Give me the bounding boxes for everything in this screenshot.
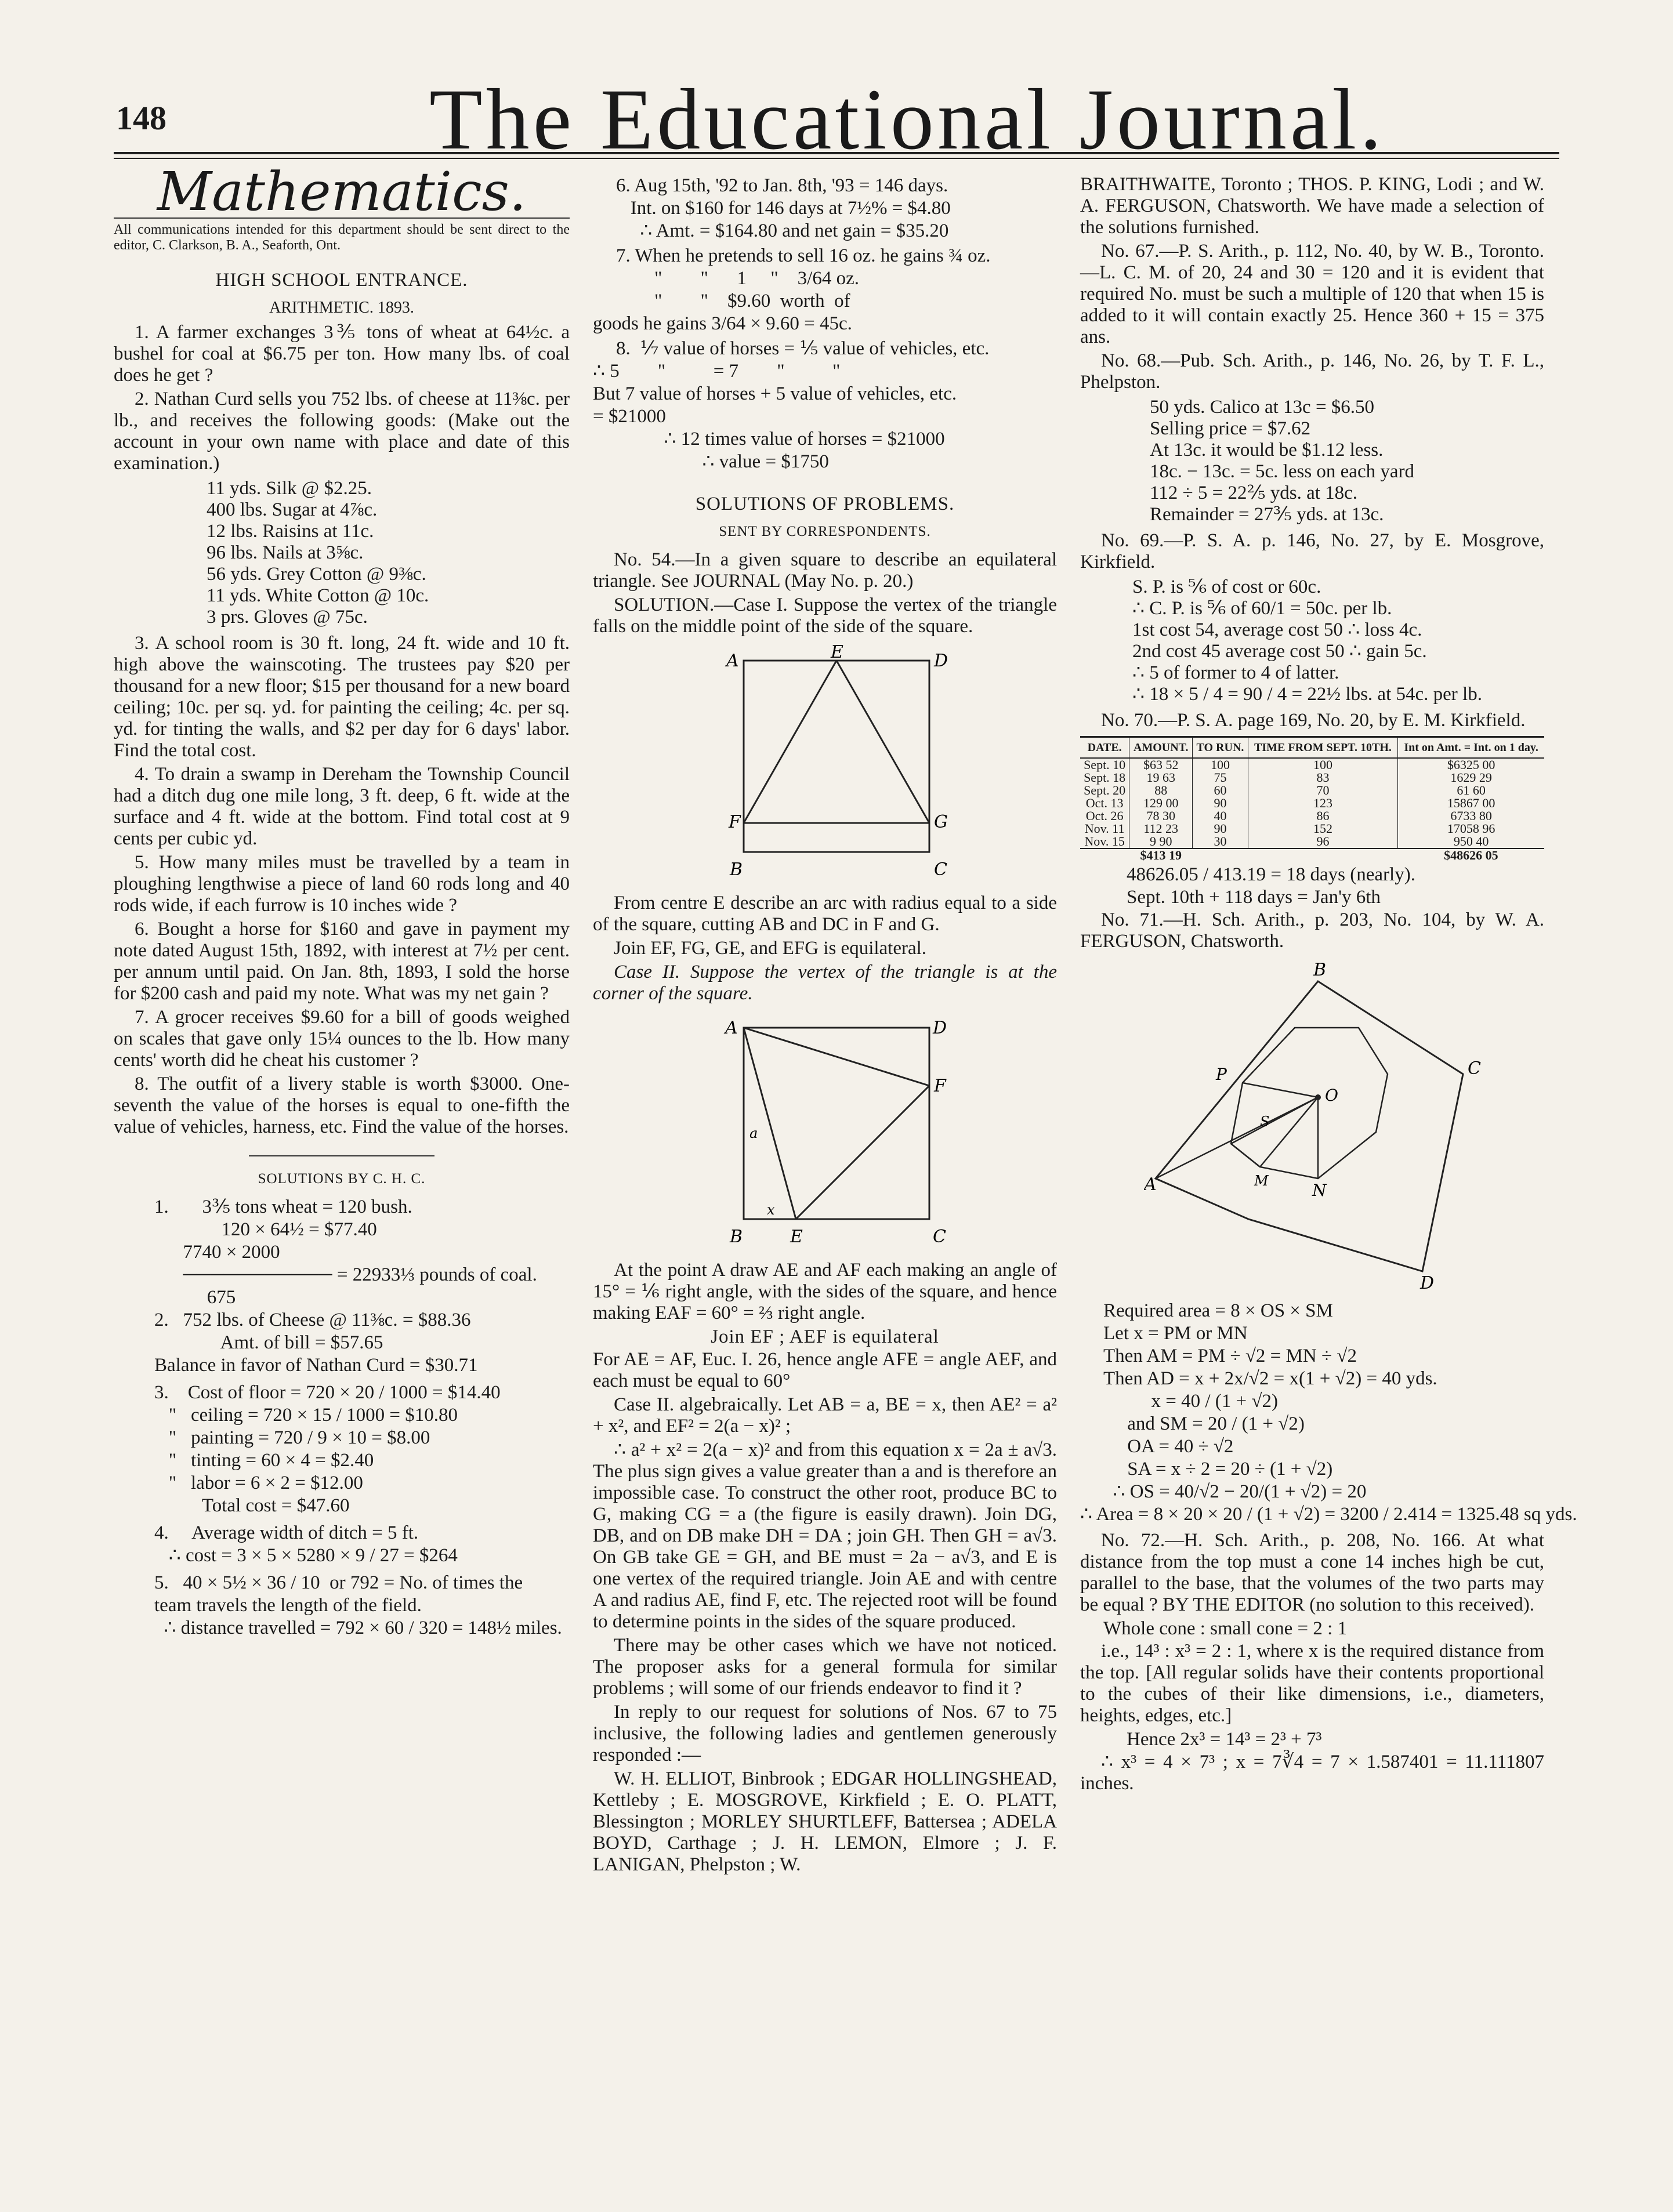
solution-line: 3. Cost of floor = 720 × 20 / 1000 = $14.40	[154, 1382, 501, 1403]
solution-line: 675	[154, 1287, 236, 1308]
column-header: AMOUNT.	[1129, 737, 1193, 759]
solution-line: 7740 × 2000	[154, 1242, 280, 1263]
work-line: At 13c. it would be $1.12 less.	[1150, 440, 1384, 460]
question-2: 2. Nathan Curd sells you 752 lbs. of cheese at 11⅜c. per lb., and receives the following goods: (Make out the account in your own name with place and date of this examination.)	[114, 389, 570, 474]
problem-54-text-h: There may be other cases which we have not noticed. The proposer asks for a general formula for similar problems ; will some of our friends endeavor to find it ?	[593, 1635, 1057, 1699]
column-3	[1080, 174, 1577, 1797]
goods-item: 56 yds. Grey Cotton @ 9⅜c.	[207, 564, 426, 585]
problem-54-text-d: Join EF ; AEF is equilateral	[711, 1326, 939, 1347]
line-to-o	[1243, 1083, 1318, 1097]
work-line: Selling price = $7.62	[1150, 418, 1311, 439]
problem-69-work	[1080, 576, 1544, 705]
column-header: DATE.	[1080, 737, 1129, 759]
table-header-row	[1080, 737, 1544, 759]
solution-line: Amt. of bill = $57.65	[154, 1332, 383, 1353]
table-cell: Sept. 18	[1080, 771, 1129, 784]
problem-54: No. 54.—In a given square to describe an equilateral triangle. See JOURNAL (May No. p. 20.)	[593, 549, 1057, 592]
work-line: ∴ 5 of former to 4 of latter.	[1132, 662, 1339, 683]
table-cell: 112 23	[1129, 822, 1193, 835]
table-cell: 123	[1248, 797, 1397, 810]
octagon-diagram	[1144, 958, 1492, 1294]
table-cell: 100	[1248, 758, 1397, 771]
label-f: F	[934, 1076, 946, 1096]
header-rule	[114, 152, 1559, 154]
problem-54-text-a: From centre E describe an arc with radius equal to a side of the square, cutting AB and DC in F and G.	[593, 893, 1057, 935]
label-c: C	[933, 1227, 946, 1247]
table-cell: 88	[1129, 784, 1193, 797]
table-cell: 152	[1248, 822, 1397, 835]
table-cell: 96	[1248, 835, 1397, 848]
label-b: B	[730, 860, 743, 880]
label-f: F	[729, 812, 741, 832]
problem-68: No. 68.—Pub. Sch. Arith., p. 146, No. 26, by T. F. L., Phelpston.	[1080, 350, 1544, 393]
table-cell: 1629 29	[1450, 770, 1492, 785]
question-1: 1. A farmer exchanges 3⅗ tons of wheat at 64½c. a bushel for coal at $6.75 per ton. How many lbs. of coal does he get ?	[114, 322, 570, 386]
solution-line: Balance in favor of Nathan Curd = $30.71	[154, 1355, 478, 1376]
label-x: x	[767, 1202, 775, 1218]
column-2	[593, 174, 1057, 1878]
solution-line: 2. 752 lbs. of Cheese @ 11⅜c. = $88.36	[154, 1310, 471, 1330]
solution-line: " painting = 720 / 9 × 10 = $8.00	[154, 1427, 430, 1448]
label-d: D	[933, 1018, 947, 1038]
solution-line: goods he gains 3/64 × 9.60 = 45c.	[593, 313, 852, 334]
table-cell: 86	[1248, 810, 1397, 822]
problem-71: No. 71.—H. Sch. Arith., p. 203, No. 104, by W. A. FERGUSON, Chatsworth.	[1080, 909, 1544, 952]
problem-54-text-b: Join EF, FG, GE, and EFG is equilateral.	[614, 938, 927, 959]
solution-line: 7. When he pretends to sell 16 oz. he gains ¾ oz.	[616, 245, 991, 266]
section-subheading: ARITHMETIC. 1893.	[269, 299, 414, 317]
table-cell: 6733 80	[1450, 808, 1492, 823]
label-p: P	[1216, 1065, 1227, 1084]
question-3: 3. A school room is 30 ft. long, 24 ft. wide and 10 ft. high above the wainscoting. The trustees pay $20 per thousand for a new floor; $15 per thousand for a new board ceiling; 10c. per sq. yd. for painting the ceiling; 4c. per sq. yd. for tinting the walls, and $2 per day for 6 days' labor. Find the total cost.	[114, 633, 570, 761]
table-cell: 70	[1248, 784, 1397, 797]
table-total-row	[1080, 848, 1544, 862]
divider	[249, 1155, 434, 1156]
problem-54-case-1: SOLUTION.—Case I. Suppose the vertex of the triangle falls on the middle point of the side of the square.	[593, 594, 1057, 637]
problems-heading: SOLUTIONS OF PROBLEMS.	[695, 494, 955, 514]
line-pm	[1231, 1144, 1260, 1167]
problem-54-text-e: For AE = AF, Euc. I. 26, hence angle AFE = angle AEF, and each must be equal to 60°	[593, 1349, 1057, 1391]
solution-line: ─────────── = 22933⅓ pounds of coal.	[154, 1264, 537, 1285]
line-po	[1231, 1097, 1318, 1144]
table-cell: 83	[1248, 771, 1397, 784]
label-b: B	[1313, 960, 1327, 980]
total-amount: $413 19	[1140, 848, 1182, 862]
inner-polygon	[1231, 1028, 1388, 1178]
journal-masthead: The Educational Journal.	[429, 71, 1385, 168]
work-line: and SM = 20 / (1 + √2)	[1103, 1413, 1305, 1434]
question-8: 8. The outfit of a livery stable is worth $3000. One-seventh the value of the horses is equal to one-fifth the value of vehicles, harness, etc. Find the value of the horses.	[114, 1074, 570, 1137]
work-line: 112 ÷ 5 = 22⅖ yds. at 18c.	[1150, 483, 1358, 503]
question-7: 7. A grocer receives $9.60 for a bill of goods weighed on scales that gave only 15¼ ounces to the lb. How many cents' worth did he cheat his customer ?	[114, 1007, 570, 1071]
header-rule-thin	[114, 158, 1559, 159]
table-cell: 60	[1193, 784, 1248, 797]
work-line: Then AM = PM ÷ √2 = MN ÷ √2	[1103, 1346, 1357, 1366]
table-cell: 9 90	[1129, 835, 1193, 848]
solution-line: = $21000	[593, 406, 666, 427]
work-line: Required area = 8 × OS × SM	[1103, 1300, 1333, 1321]
table-cell: 78 30	[1129, 810, 1193, 822]
centre-point	[1315, 1094, 1321, 1100]
work-line: Then AD = x + 2x/√2 = x(1 + √2) = 40 yds.	[1103, 1368, 1437, 1389]
table-row	[1080, 810, 1544, 822]
solution-line: ∴ distance travelled = 792 × 60 / 320 = 148½ miles.	[154, 1618, 562, 1638]
work-line: OA = 40 ÷ √2	[1103, 1436, 1234, 1457]
problem-54-text-f: Case II. algebraically. Let AB = a, BE = x, then AE² = a² + x², and EF² = 2(a − x)² ;	[593, 1394, 1057, 1437]
work-line: 18c. − 13c. = 5c. less on each yard	[1150, 461, 1414, 482]
label-d: D	[934, 651, 948, 671]
label-e: E	[831, 643, 843, 662]
table-cell: $63 52	[1129, 758, 1193, 771]
table-row	[1080, 784, 1544, 797]
table-cell: 950 40	[1398, 835, 1544, 848]
label-n: N	[1312, 1181, 1327, 1200]
work-line: Hence 2x³ = 14³ = 2³ + 7³	[1127, 1729, 1322, 1750]
table-cell: 90	[1193, 797, 1248, 810]
table-row	[1080, 758, 1544, 771]
table-cell: 90	[1193, 822, 1248, 835]
solution-line: 1. 3⅗ tons wheat = 120 bush.	[154, 1196, 412, 1217]
table-cell: Sept. 10	[1080, 758, 1129, 771]
label-g: G	[934, 812, 948, 832]
column-header: TIME FROM SEPT. 10TH.	[1248, 737, 1397, 759]
correspondent-list: W. H. ELLIOT, Binbrook ; EDGAR HOLLINGSHEAD, Kettleby ; E. MOSGROVE, Kirkfield ; E. O. PLATT, Blessington ; MORLEY SHURTLEFF, Battersea ; ADELA BOYD, Carthage ; J. H. LEMON, Elmore ; J. F. LANIGAN, Phelpston ; W.	[593, 1768, 1057, 1875]
interest-table	[1080, 736, 1544, 862]
label-b: B	[730, 1227, 743, 1247]
department-title: Mathematics.	[157, 161, 527, 223]
solution-line: 4. Average width of ditch = 5 ft.	[154, 1522, 419, 1543]
problem-72: No. 72.—H. Sch. Arith., p. 208, No. 166. At what distance from the top must a cone 14 inches high be cut, parallel to the base, that the volumes of the two parts may be equal ? BY THE EDITOR (no solution to this received).	[1080, 1530, 1544, 1615]
work-line: 48626.05 / 413.19 = 18 days (nearly).	[1127, 864, 1415, 885]
solution-line: " " $9.60 worth of	[616, 291, 850, 311]
square-triangle-diagram	[709, 643, 953, 887]
line-mo	[1260, 1097, 1318, 1167]
table-cell: 100	[1193, 758, 1248, 771]
correspondent-list-continued: BRAITHWAITE, Toronto ; THOS. P. KING, Lodi ; and W. A. FERGUSON, Chatsworth. We have made a selection of the solutions furnished.	[1080, 174, 1544, 238]
solution-line: ∴ Amt. = $164.80 and net gain = $35.20	[616, 220, 949, 241]
table-cell: 129 00	[1129, 797, 1193, 810]
label-c: C	[1468, 1058, 1481, 1079]
table-cell: 30	[1193, 835, 1248, 848]
solution-line: ∴ 5 " = 7 " "	[593, 361, 841, 382]
table-cell: Nov. 11	[1080, 822, 1129, 835]
label-d: D	[1420, 1273, 1435, 1293]
table-cell: 15867 00	[1447, 796, 1495, 810]
solution-line: ∴ value = $1750	[616, 451, 829, 472]
problem-69: No. 69.—P. S. A. p. 146, No. 27, by E. Mosgrove, Kirkfield.	[1080, 530, 1544, 572]
table-cell: 61 60	[1457, 783, 1486, 797]
solution-line: 8. ⅐ value of horses = ⅕ value of vehicles, etc.	[616, 338, 990, 359]
work-line: Remainder = 27⅗ yds. at 13c.	[1150, 504, 1384, 525]
goods-item: 11 yds. Silk @ $2.25.	[207, 478, 372, 499]
solution-line: ∴ cost = 3 × 5 × 5280 × 9 / 27 = $264	[154, 1545, 458, 1566]
column-1	[114, 161, 570, 1640]
label-s: S	[1260, 1114, 1270, 1130]
table-cell: Sept. 20	[1080, 784, 1129, 797]
goods-item: 11 yds. White Cotton @ 10c.	[207, 585, 429, 606]
table-cell: 19 63	[1129, 771, 1193, 784]
total-interest: $48626 05	[1444, 848, 1498, 862]
table-cell: 17058 96	[1447, 821, 1495, 836]
problem-54-text-g: ∴ a² + x² = 2(a − x)² and from this equation x = 2a ± a√3. The plus sign gives a value greater than a and is therefore an impossible case. To construct the other root, produce BC to G, making CG = a (the figure is easily drawn). Join DG, DB, and on DB make DH = DA ; join GH. Then GH = a√3. On GB take GE = GH, and BE must = 2a − a√3, and E is one vertex of the required triangle. Join AE and with centre A and radius AE, find F, etc. The rejected root will be found to determine points in the sides of the square produced.	[593, 1439, 1057, 1632]
solution-line: Total cost = $47.60	[154, 1495, 350, 1516]
solution-line: 6. Aug 15th, '92 to Jan. 8th, '93 = 146 days.	[616, 175, 948, 196]
solution-line: 120 × 64½ = $77.40	[154, 1219, 377, 1240]
question-6: 6. Bought a horse for $160 and gave in payment my note dated August 15th, 1892, with interest at 7½ per cent. per annum until paid. On Jan. 8th, 1893, I sold the horse for $200 cash and paid my note. What was my net gain ?	[114, 919, 570, 1004]
solution-line: " ceiling = 720 × 15 / 1000 = $10.80	[154, 1405, 458, 1426]
label-m: M	[1254, 1173, 1269, 1189]
problems-subheading: SENT BY CORRESPONDENTS.	[719, 524, 931, 539]
label-a: A	[726, 651, 739, 671]
work-line: Whole cone : small cone = 2 : 1	[1103, 1618, 1347, 1639]
solution-line: " tinting = 60 × 4 = $2.40	[154, 1450, 374, 1471]
work-line: S. P. is ⅚ of cost or 60c.	[1132, 576, 1321, 597]
question-4: 4. To drain a swamp in Dereham the Township Council had a ditch dug one mile long, 3 ft. deep, 6 ft. wide at the surface and 4 ft. wide at the bottom. Find total cost at 9 cents per cubic yd.	[114, 764, 570, 849]
solution-line: team travels the length of the field.	[154, 1595, 422, 1616]
work-line: Sept. 10th + 118 days = Jan'y 6th	[1127, 887, 1381, 908]
triangle-side-eg	[836, 661, 929, 823]
corner-triangle-diagram	[709, 1010, 953, 1254]
work-line: SA = x ÷ 2 = 20 ÷ (1 + √2)	[1103, 1459, 1333, 1479]
work-line: 2nd cost 45 average cost 50 ∴ gain 5c.	[1132, 641, 1427, 662]
goods-item: 12 lbs. Raisins at 11c.	[207, 521, 374, 542]
editor-note: All communications intended for this department should be sent direct to the editor, C. Clarkson, B. A., Seaforth, Ont.	[114, 217, 570, 253]
work-line: 50 yds. Calico at 13c = $6.50	[1150, 397, 1375, 418]
solution-line: " " 1 " 3/64 oz.	[616, 268, 859, 289]
table-row	[1080, 835, 1544, 848]
question-5: 5. How many miles must be travelled by a team in ploughing lengthwise a piece of land 60 rods long and 40 rods wide, if each furrow is 10 inches wide ?	[114, 852, 570, 916]
problem-67: No. 67.—P. S. Arith., p. 112, No. 40, by W. B., Toronto.—L. C. M. of 20, 24 and 30 = 120 and it is evident that required No. must be such a multiple of 120 that when 15 is added to it will contain exactly 25. Hence 360 + 15 = 375 ans.	[1080, 241, 1544, 347]
section-heading: HIGH SCHOOL ENTRANCE.	[215, 270, 468, 291]
goods-item: 400 lbs. Sugar at 4⅞c.	[207, 499, 378, 520]
problem-72-text: i.e., 14³ : x³ = 2 : 1, where x is the required distance from the top. [All regular solids have their contents proportional to the cubes of their like dimensions, i.e., diameters, heights, edges, etc.]	[1080, 1641, 1544, 1726]
solution-line: " labor = 6 × 2 = $12.00	[154, 1473, 363, 1493]
column-header: Int on Amt. = Int. on 1 day.	[1398, 737, 1544, 759]
problem-70: No. 70.—P. S. A. page 169, No. 20, by E. M. Kirkfield.	[1101, 710, 1526, 731]
solution-line: 5. 40 × 5½ × 36 / 10 or 792 = No. of times the	[154, 1572, 523, 1593]
table-cell: Nov. 15	[1080, 835, 1129, 848]
problem-54-text-c: At the point A draw AE and AF each making an angle of 15° = ⅙ right angle, with the sides of the square, and hence making EAF = 60° = ⅔ right angle.	[593, 1260, 1057, 1323]
work-line: ∴ 18 × 5 / 4 = 90 / 4 = 22½ lbs. at 54c. per lb.	[1132, 684, 1482, 705]
goods-list	[114, 478, 570, 628]
square-outline	[1156, 981, 1463, 1271]
problem-54-text-i: In reply to our request for solutions of Nos. 67 to 75 inclusive, the following ladies and gentlemen generously responded :—	[593, 1702, 1057, 1765]
table-row	[1080, 797, 1544, 810]
label-c: C	[934, 860, 947, 880]
solution-line: Int. on $160 for 146 days at 7½% = $4.80	[616, 198, 951, 219]
line-ef	[796, 1086, 929, 1219]
line-ae	[744, 1028, 796, 1219]
table-cell: Oct. 26	[1080, 810, 1129, 822]
label-e: E	[790, 1227, 803, 1247]
column-header: TO RUN.	[1193, 737, 1248, 759]
problem-68-work	[1080, 397, 1544, 525]
triangle-side-ef	[744, 661, 836, 823]
line-af	[744, 1028, 929, 1086]
solutions-heading: SOLUTIONS BY C. H. C.	[258, 1171, 426, 1187]
work-line: Let x = PM or MN	[1103, 1323, 1248, 1344]
page-number: 148	[116, 99, 166, 137]
goods-item: 96 lbs. Nails at 3⅝c.	[207, 542, 364, 563]
table-row	[1080, 771, 1544, 784]
table-cell: $6325 00	[1447, 757, 1495, 772]
goods-item: 3 prs. Gloves @ 75c.	[207, 607, 368, 628]
solution-line: ∴ 12 times value of horses = $21000	[616, 429, 945, 449]
table-cell: Oct. 13	[1080, 797, 1129, 810]
work-line: ∴ OS = 40/√2 − 20/(1 + √2) = 20	[1103, 1481, 1367, 1502]
table-cell: 75	[1193, 771, 1248, 784]
problem-54-case-2: Case II. Suppose the vertex of the triangle is at the corner of the square.	[593, 962, 1057, 1004]
label-side-a: a	[749, 1125, 758, 1141]
problem-72-answer: ∴ x³ = 4 × 7³ ; x = 7∛4 = 7 × 1.587401 = 11.111807 inches.	[1080, 1752, 1544, 1794]
table-row	[1080, 822, 1544, 835]
work-line: ∴ Area = 8 × 20 × 20 / (1 + √2) = 3200 / 2.414 = 1325.48 sq yds.	[1080, 1504, 1577, 1525]
work-line: 1st cost 54, average cost 50 ∴ loss 4c.	[1132, 619, 1422, 640]
work-line: ∴ C. P. is ⅚ of 60/1 = 50c. per lb.	[1132, 598, 1392, 619]
table-cell: 40	[1193, 810, 1248, 822]
label-o: O	[1325, 1086, 1338, 1105]
work-line: x = 40 / (1 + √2)	[1103, 1391, 1278, 1412]
label-a: A	[725, 1018, 738, 1038]
label-a: A	[1144, 1174, 1157, 1195]
solution-line: But 7 value of horses + 5 value of vehicles, etc.	[593, 383, 957, 404]
